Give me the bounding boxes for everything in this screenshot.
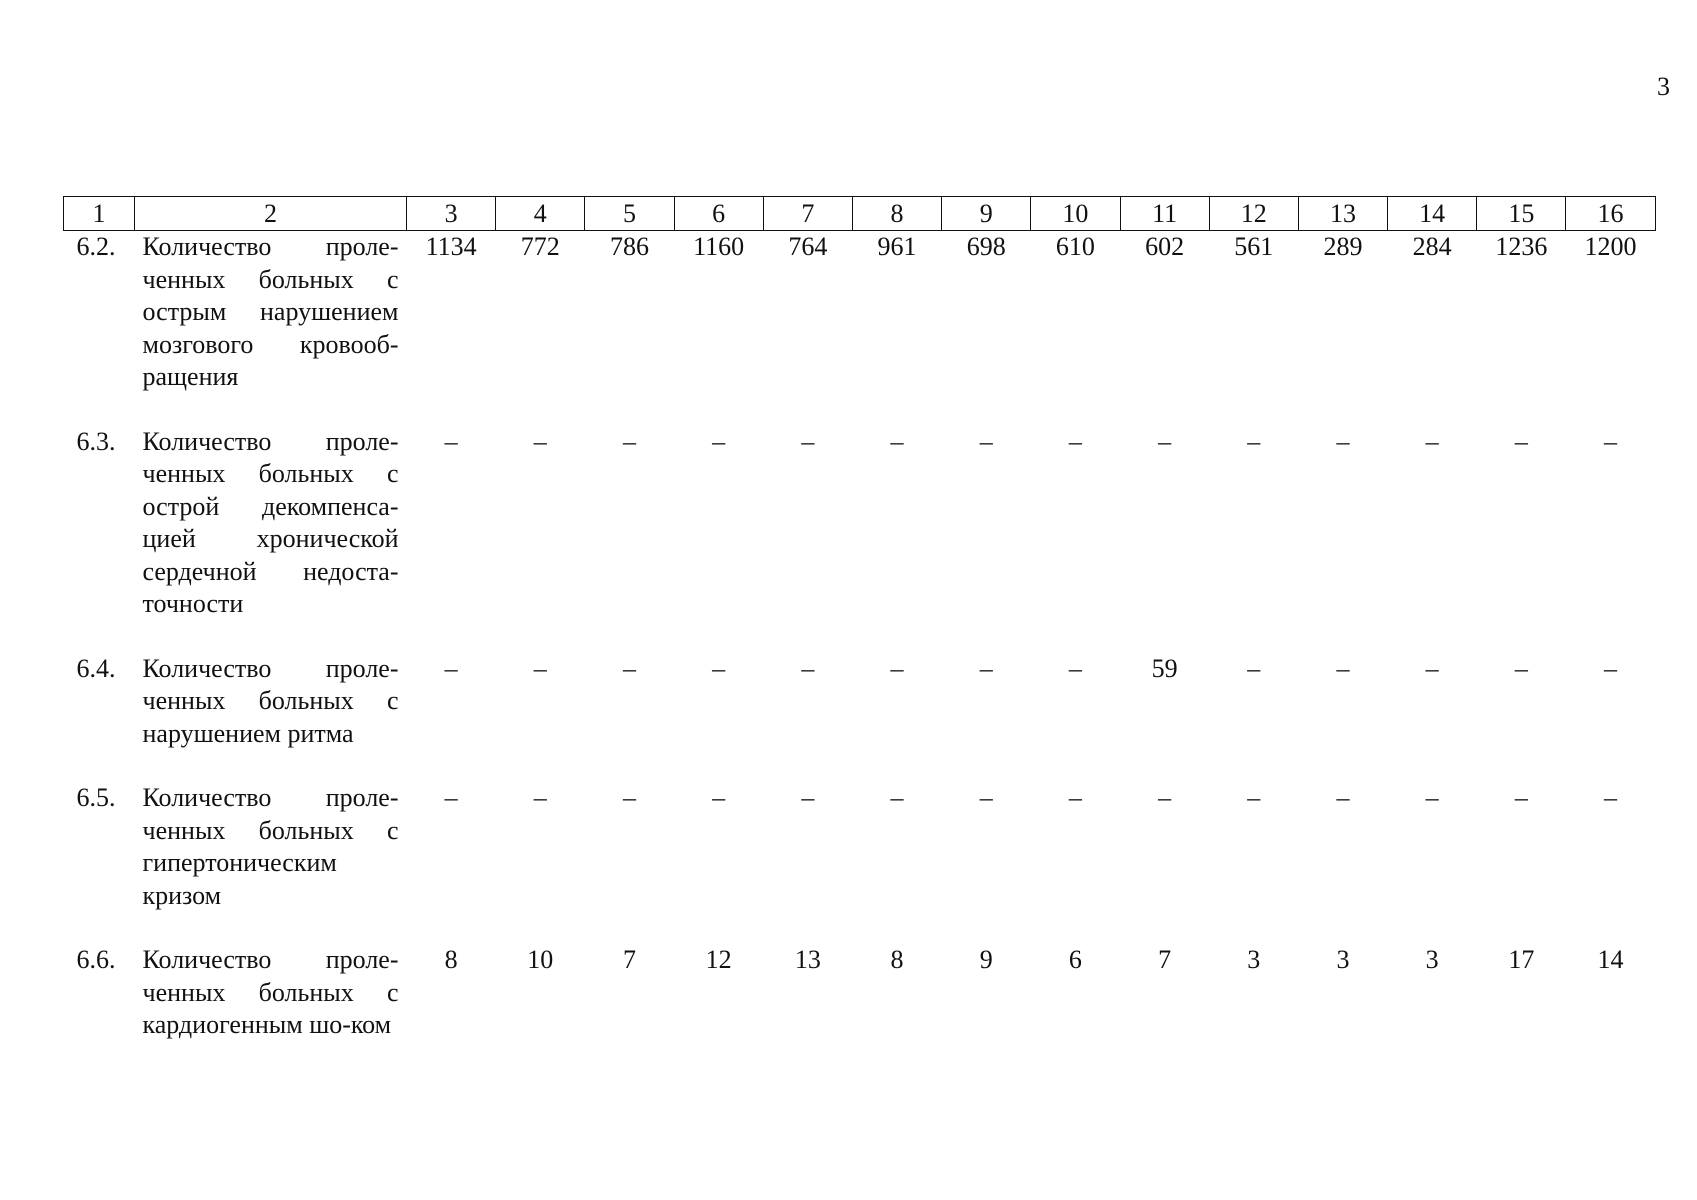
report-table bbox=[63, 196, 1656, 1042]
row-value: – bbox=[1604, 426, 1618, 456]
row-value: 561 bbox=[1234, 232, 1274, 261]
table-row bbox=[64, 231, 1656, 426]
row-value: – bbox=[1247, 426, 1261, 456]
row-value: – bbox=[801, 426, 815, 456]
row-value: 17 bbox=[1508, 945, 1535, 974]
table-row bbox=[64, 944, 1656, 1042]
column-header: 12 bbox=[1209, 197, 1298, 231]
column-header: 3 bbox=[407, 197, 496, 231]
page-number: 3 bbox=[1657, 72, 1670, 101]
row-value: – bbox=[533, 783, 547, 812]
row-value: – bbox=[1514, 783, 1528, 812]
row-value: – bbox=[1247, 653, 1261, 683]
column-header: 7 bbox=[763, 197, 852, 231]
column-header: 6 bbox=[674, 197, 763, 231]
row-value: – bbox=[1604, 783, 1618, 812]
row-label: Количество проле-ченных больных с кардиогенным шо-ком bbox=[142, 945, 399, 1039]
table-body bbox=[64, 231, 1656, 1042]
row-value: – bbox=[622, 653, 636, 683]
row-value: – bbox=[890, 783, 904, 812]
row-value: 284 bbox=[1412, 232, 1452, 261]
column-header: 8 bbox=[852, 197, 941, 231]
row-value: 3 bbox=[1425, 945, 1439, 974]
row-value: 7 bbox=[622, 945, 636, 974]
row-value: – bbox=[979, 653, 993, 683]
report-table-container bbox=[63, 196, 1655, 1042]
row-value: – bbox=[1336, 426, 1350, 456]
row-value: – bbox=[1247, 783, 1261, 812]
row-value: – bbox=[1514, 426, 1528, 456]
row-value: 13 bbox=[794, 945, 821, 974]
column-header: 16 bbox=[1566, 197, 1655, 231]
row-value: 1160 bbox=[693, 232, 745, 261]
row-value: – bbox=[533, 653, 547, 683]
row-value: – bbox=[622, 783, 636, 812]
table-header bbox=[64, 197, 1656, 231]
row-value: 8 bbox=[890, 945, 904, 974]
row-value: – bbox=[622, 426, 636, 456]
row-value: 10 bbox=[527, 945, 554, 974]
row-value: – bbox=[1068, 653, 1082, 683]
row-number: 6.2. bbox=[76, 232, 116, 261]
row-value: – bbox=[1604, 653, 1618, 683]
row-value: 14 bbox=[1597, 945, 1624, 974]
column-header: 13 bbox=[1298, 197, 1387, 231]
column-header: 11 bbox=[1120, 197, 1209, 231]
header-row bbox=[64, 197, 1656, 231]
column-header: 5 bbox=[585, 197, 674, 231]
row-value: 3 bbox=[1336, 945, 1350, 974]
row-value: 289 bbox=[1323, 232, 1363, 261]
row-value: 59 bbox=[1151, 653, 1178, 683]
row-number: 6.6. bbox=[76, 945, 116, 974]
row-label: Количество проле-ченных больных с острым нарушением мозгового кровооб-ращения bbox=[142, 232, 399, 391]
row-value: – bbox=[444, 783, 458, 812]
row-value: – bbox=[979, 426, 993, 456]
row-value: 12 bbox=[705, 945, 732, 974]
row-value: – bbox=[1514, 653, 1528, 683]
row-number: 6.3. bbox=[76, 426, 116, 456]
row-number: 6.5. bbox=[76, 783, 116, 812]
row-value: 9 bbox=[979, 945, 993, 974]
row-value: – bbox=[712, 426, 726, 456]
row-value: – bbox=[1425, 426, 1439, 456]
column-header: 2 bbox=[135, 197, 407, 231]
row-label: Количество проле-ченных больных с нарушением ритма bbox=[142, 653, 399, 748]
column-header: 4 bbox=[496, 197, 585, 231]
row-value: – bbox=[1068, 426, 1082, 456]
row-value: 6 bbox=[1068, 945, 1082, 974]
row-value: 8 bbox=[444, 945, 458, 974]
row-value: 1200 bbox=[1584, 232, 1637, 261]
row-value: – bbox=[801, 783, 815, 812]
row-value: 1134 bbox=[425, 232, 477, 261]
column-header: 10 bbox=[1031, 197, 1120, 231]
row-value: – bbox=[1425, 653, 1439, 683]
row-value: – bbox=[1336, 653, 1350, 683]
column-header: 1 bbox=[64, 197, 135, 231]
row-value: – bbox=[1158, 783, 1172, 812]
table-row bbox=[64, 653, 1656, 783]
column-header: 14 bbox=[1388, 197, 1477, 231]
row-value: 1236 bbox=[1495, 232, 1548, 261]
row-value: – bbox=[1158, 426, 1172, 456]
table-row bbox=[64, 782, 1656, 944]
row-value: 786 bbox=[609, 232, 649, 261]
row-value: 610 bbox=[1055, 232, 1095, 261]
row-value: – bbox=[444, 426, 458, 456]
row-value: – bbox=[979, 783, 993, 812]
row-value: – bbox=[1336, 783, 1350, 812]
row-value: 3 bbox=[1247, 945, 1261, 974]
row-value: – bbox=[890, 653, 904, 683]
row-value: – bbox=[801, 653, 815, 683]
row-value: 602 bbox=[1145, 232, 1185, 261]
column-header: 9 bbox=[942, 197, 1031, 231]
row-label: Количество проле-ченных больных с гипертоническим кризом bbox=[142, 783, 399, 910]
table-row bbox=[64, 426, 1656, 653]
row-value: – bbox=[533, 426, 547, 456]
row-value: – bbox=[1425, 783, 1439, 812]
row-value: 764 bbox=[788, 232, 828, 261]
row-value: – bbox=[1068, 783, 1082, 812]
row-value: – bbox=[444, 653, 458, 683]
row-number: 6.4. bbox=[76, 653, 116, 683]
row-value: 772 bbox=[520, 232, 560, 261]
column-header: 15 bbox=[1477, 197, 1566, 231]
row-value: 7 bbox=[1158, 945, 1172, 974]
row-value: – bbox=[712, 653, 726, 683]
row-label: Количество проле-ченных больных с острой декомпенса-цией хронической сердечной недоста-точности bbox=[142, 426, 399, 618]
row-value: – bbox=[712, 783, 726, 812]
row-value: – bbox=[890, 426, 904, 456]
row-value: 961 bbox=[877, 232, 917, 261]
row-value: 698 bbox=[966, 232, 1006, 261]
